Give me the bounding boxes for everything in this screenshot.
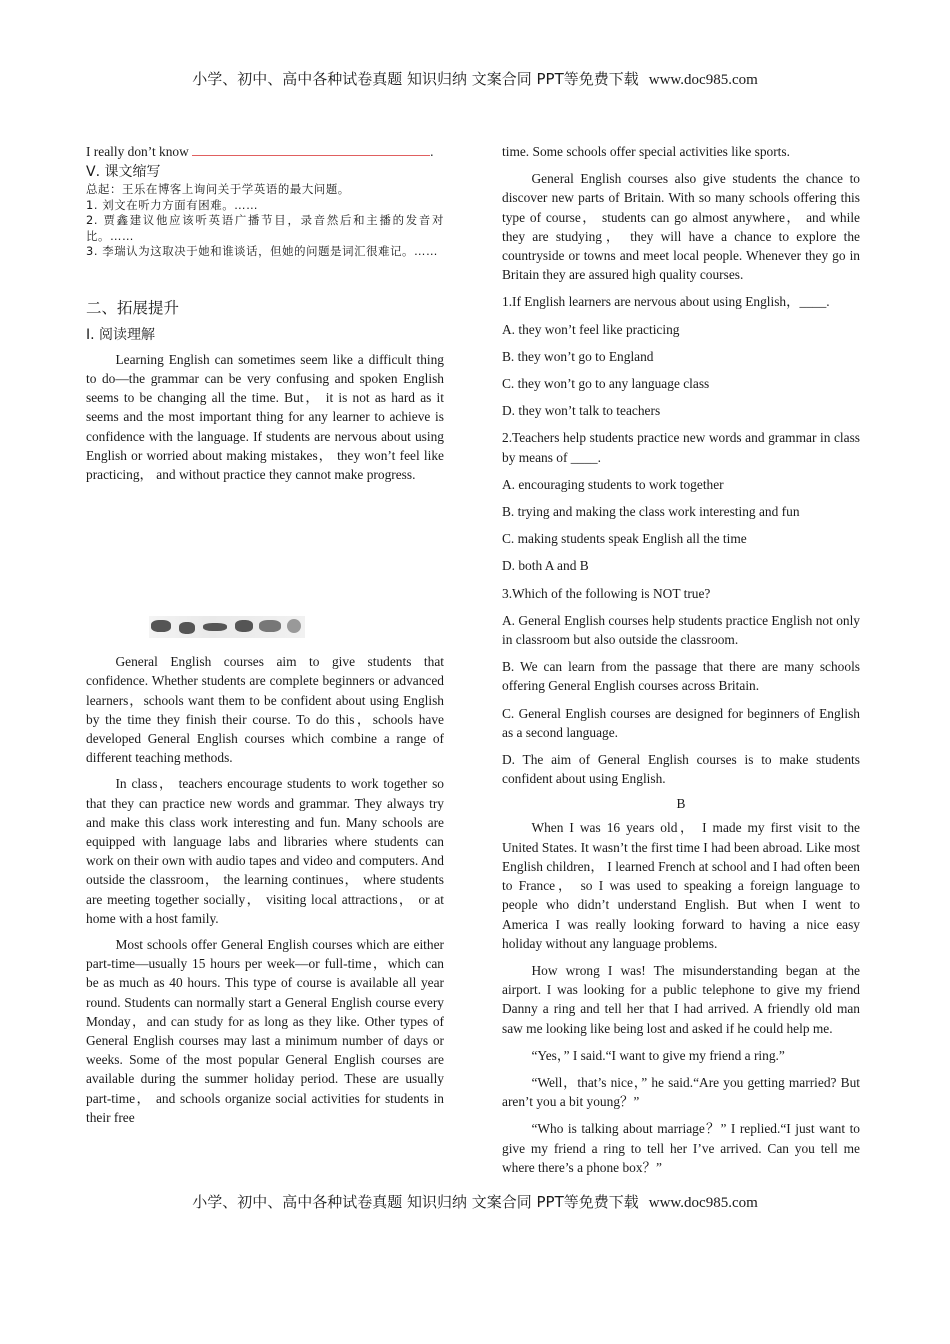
question-1-option-d[interactable]: D. they won’t talk to teachers [502,403,661,419]
passage-a-para-4-cont: time. Some schools offer special activities like sports. [502,144,790,159]
passage-a-para-1: Learning English can sometimes seem like a difficult thing to do—the grammar can be very confusing and spoken English seems to be changing all the time. But， it is not as hard as it seems and the most important thing for any learner to achieve is confidence with the language. If students are nervous about using English or worried about making mistakes， they won’t feel like practicing， and without practice they cannot make progress. [86,351,444,482]
header-banner-text: 小学、初中、高中各种试卷真题 知识归纳 文案合同 PPT等免费下载 [192,70,639,88]
footer-banner-url[interactable]: www.doc985.com [648,1195,758,1211]
section-v-title: Ⅴ. 课文缩写 [86,164,161,181]
question-2-option-c[interactable]: C. making students speak English all the time [502,531,747,547]
passage-a-para-2: General English courses aim to give students that confidence. Whether students are complete beginners or advanced learners，schools want them to be confident about using English by the time they finish their course. To do this，schools have developed General English courses which combine a range of different teaching methods. [86,654,444,766]
question-1: 1.If English learners are nervous about using English，____. [502,294,830,310]
passage-b-para-1: When I was 16 years old， I made my first visit to the United States. It wasn’t the first time I had been abroad. Like most English children， I learned French at school and I had often been to France， so I was used to speaking a foreign language to people who didn’t understand English. But when I went to America I was really looking forward to having a nice easy holiday without any language problems. [502,820,860,951]
reading-title: Ⅰ. 阅读理解 [86,326,156,343]
passage-a-para-4: Most schools offer General English courses which are either part-time—usually 15 hours per week—or full-time，which can be as much as 40 hours. This type of course is available all year round. Students can normally start a General English course every Monday，and can study for as long as they like. Other types of General English courses may last a minimum number of days or weeks. Some of the most popular General English courses are available during the summer holiday period. These are usually part-time， and schools organize social activities for students in their free [86,936,444,1125]
question-2-option-b[interactable]: B. trying and making the class work interesting and fun [502,504,800,520]
question-2-option-a[interactable]: A. encouraging students to work together [502,476,724,492]
summary-line-3: 3. 李瑞认为这取决于她和谁谈话，但她的问题是词汇很难记。…… [86,244,439,259]
passage-a-para-3: In class， teachers encourage students to work together so that they can practice new words and grammar. They always try and make this class work interesting and fun. Many schools are equipped with language labs and libraries where students can work on their own with audio tapes and video and computers. And outside the classroom， the learning continues， where students are meeting together socially， visiting local attractions， or at home with a host family. [86,776,444,926]
fill-in-line [86,142,444,161]
left-column [86,142,444,1134]
header-banner [0,68,950,89]
question-3-option-a[interactable]: A. General English courses help students practice English not only in classroom but also outside the classroom. [502,612,860,648]
fill-in-prefix: I really don’t know [86,144,189,159]
question-1-option-b[interactable]: B. they won’t go to England [502,348,654,364]
answer-blank[interactable] [192,145,430,156]
fill-in-suffix: . [430,144,434,159]
question-2: 2.Teachers help students practice new words and grammar in class by means of ____. [502,430,860,465]
question-2-option-d[interactable]: D. both A and B [502,558,589,574]
passage-b-label: B [676,796,686,812]
passage-b-para-4: “Well，that’s nice，” he said.“Are you getting married? But aren’t you a bit young？” [502,1074,860,1110]
question-3: 3.Which of the following is NOT true? [502,585,711,601]
passage-b-para-3: “Yes，” I said.“I want to give my friend a ring.” [531,1047,785,1063]
passage-b-para-5: “Who is talking about marriage？” I replied.“I just want to give my friend a ring to tell her I’ve arrived. Can you tell me where there’s a phone box？” [502,1121,860,1175]
passage-a-para-5: General English courses also give students the chance to discover new parts of Britain. With so many schools offering this type of course， students can go almost anywhere， and while they are studying， they will have a chance to explore the countryside or towns and meet local people. Whenever they go in Britain they are assured high quality courses. [502,171,860,283]
question-1-option-c[interactable]: C. they won’t go to any language class [502,376,710,392]
question-1-option-a[interactable]: A. they won’t feel like practicing [502,321,680,337]
question-3-option-c[interactable]: C. General English courses are designed for beginners of English as a second language. [502,705,860,740]
passage-b-para-2: How wrong I was! The misunderstanding began at the airport. I was looking for a public telephone to give my friend Danny a ring and tell her that I had arrived. A friendly old man saw me looking like being lost and asked if he could help me. [502,962,860,1036]
footer-banner-text: 小学、初中、高中各种试卷真题 知识归纳 文案合同 PPT等免费下载 [192,1193,639,1211]
decorative-image [149,616,305,638]
footer-banner [0,1191,950,1212]
right-column [502,142,860,1184]
summary-line-2: 2. 贾鑫建议他应该听英语广播节目，录音然后和主播的发音对比。…… [86,213,444,243]
question-3-option-d[interactable]: D. The aim of General English courses is to make students confident about using English. [502,752,860,787]
header-banner-url[interactable]: www.doc985.com [648,72,758,88]
part-two-title: 二、拓展提升 [86,298,180,317]
summary-line-1: 1. 刘文在听力方面有困难。…… [86,197,259,212]
question-3-option-b[interactable]: B. We can learn from the passage that there are many schools offering General English courses across Britain. [502,659,860,694]
summary-line-0: 总起：王乐在博客上询问关于学英语的最大问题。 [86,182,350,197]
